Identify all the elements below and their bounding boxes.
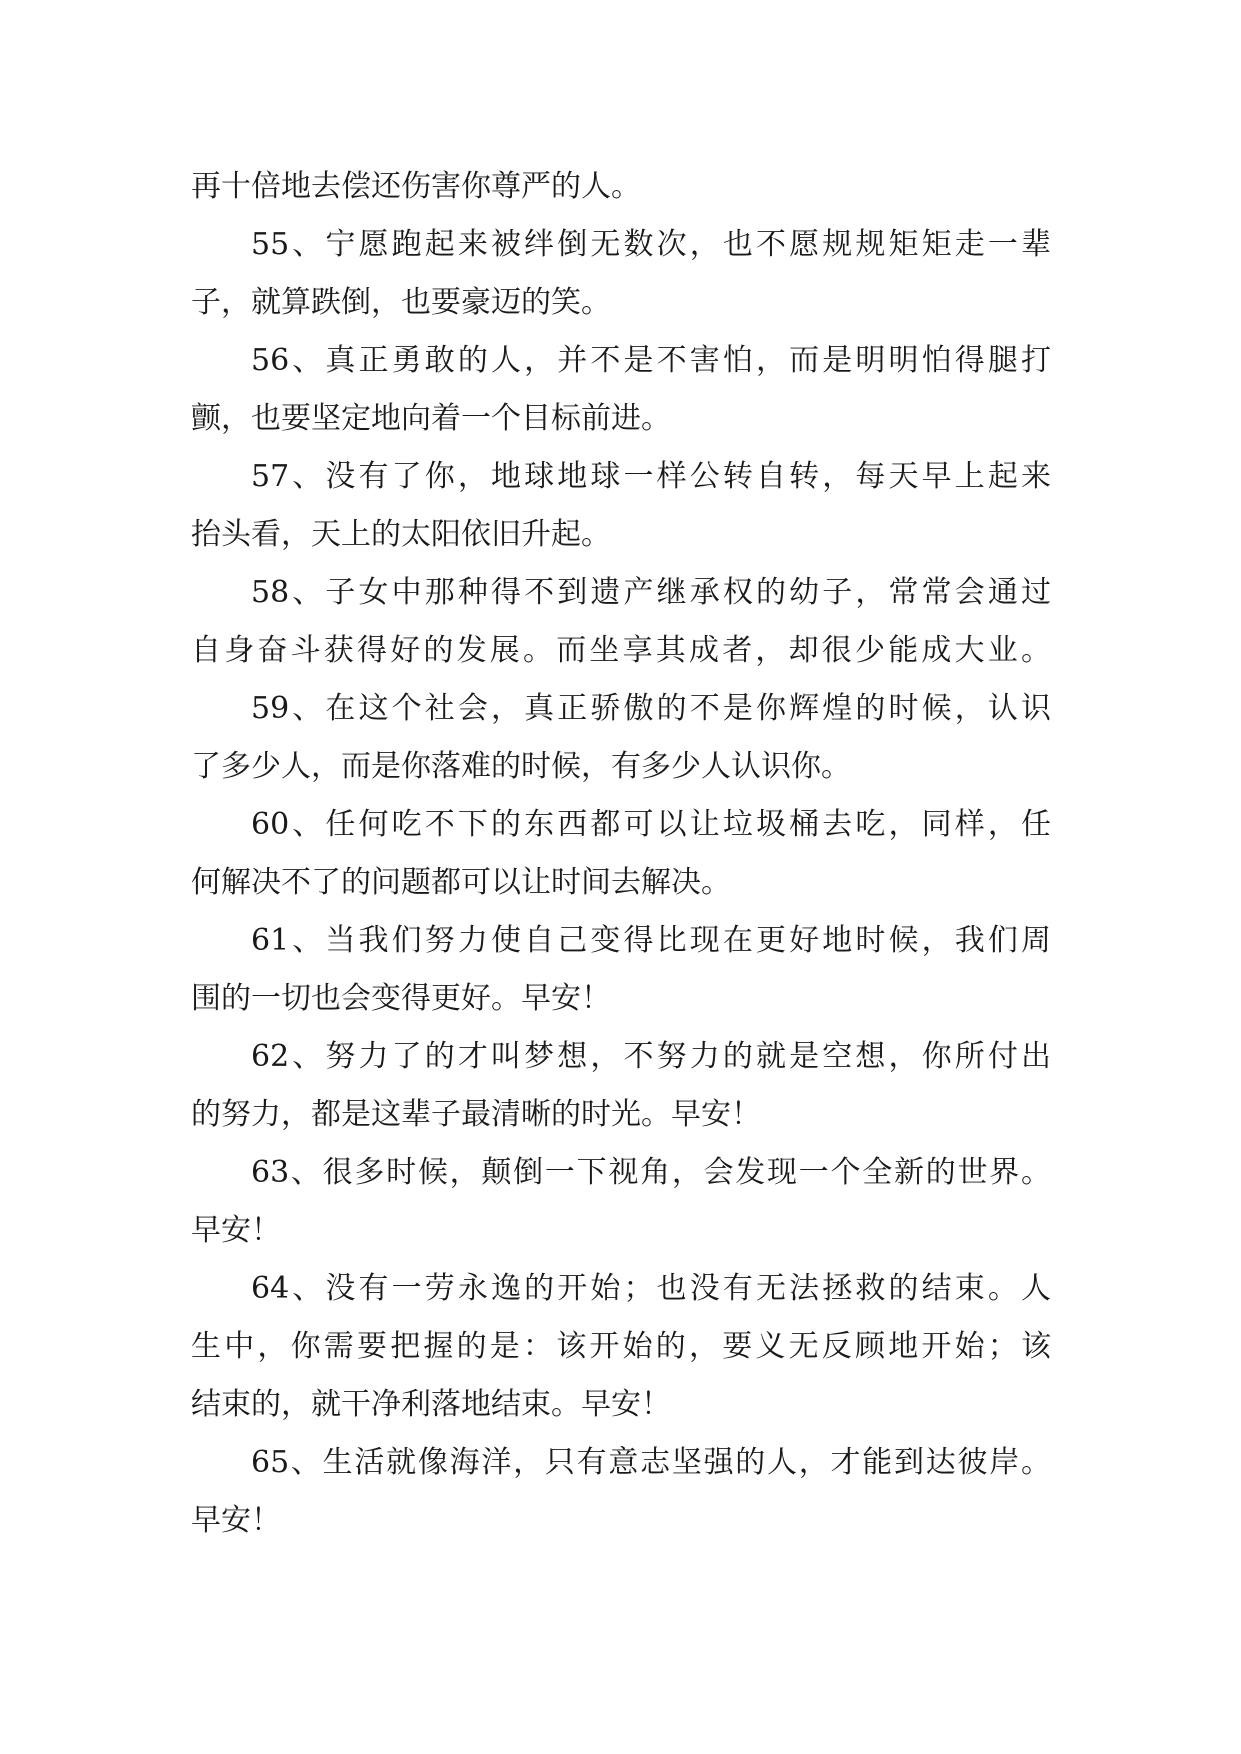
text-line: 59、在这个社会，真正骄傲的不是你辉煌的时候，认识 bbox=[251, 691, 1051, 726]
text-line: 64、没有一劳永逸的开始；也没有无法拯救的结束。人 bbox=[251, 1271, 1051, 1306]
text-line: 61、当我们努力使自己变得比现在更好地时候，我们周 bbox=[251, 923, 1051, 958]
text-line: 颤，也要坚定地向着一个目标前进。 bbox=[191, 401, 671, 436]
text-line: 65、生活就像海洋，只有意志坚强的人，才能到达彼岸。 bbox=[251, 1445, 1051, 1480]
text-line: 早安！ bbox=[191, 1503, 281, 1538]
text-line: 早安！ bbox=[191, 1213, 281, 1248]
text-line: 55、宁愿跑起来被绊倒无数次，也不愿规规矩矩走一辈 bbox=[251, 227, 1051, 262]
text-line: 60、任何吃不下的东西都可以让垃圾桶去吃，同样，任 bbox=[251, 807, 1051, 842]
text-line: 56、真正勇敢的人，并不是不害怕，而是明明怕得腿打 bbox=[251, 343, 1051, 378]
text-line: 62、努力了的才叫梦想，不努力的就是空想，你所付出 bbox=[251, 1039, 1051, 1074]
text-line: 结束的，就干净利落地结束。早安！ bbox=[191, 1387, 671, 1422]
text-line: 再十倍地去偿还伤害你尊严的人。 bbox=[191, 169, 641, 204]
text-line: 的努力，都是这辈子最清晰的时光。早安！ bbox=[191, 1097, 761, 1132]
text-line: 生中，你需要把握的是：该开始的，要义无反顾地开始；该 bbox=[191, 1329, 1051, 1364]
text-line: 抬头看，天上的太阳依旧升起。 bbox=[191, 517, 611, 552]
text-line: 58、子女中那种得不到遗产继承权的幼子，常常会通过 bbox=[251, 575, 1051, 610]
text-line: 了多少人，而是你落难的时候，有多少人认识你。 bbox=[191, 749, 851, 784]
text-line: 何解决不了的问题都可以让时间去解决。 bbox=[191, 865, 731, 900]
text-line: 子，就算跌倒，也要豪迈的笑。 bbox=[191, 285, 611, 320]
text-line: 围的一切也会变得更好。早安！ bbox=[191, 981, 611, 1016]
text-line: 63、很多时候，颠倒一下视角，会发现一个全新的世界。 bbox=[251, 1155, 1051, 1190]
text-line: 57、没有了你，地球地球一样公转自转，每天早上起来 bbox=[251, 459, 1051, 494]
text-line: 自身奋斗获得好的发展。而坐享其成者，却很少能成大业。 bbox=[191, 633, 1051, 668]
document-body bbox=[191, 158, 1051, 1550]
